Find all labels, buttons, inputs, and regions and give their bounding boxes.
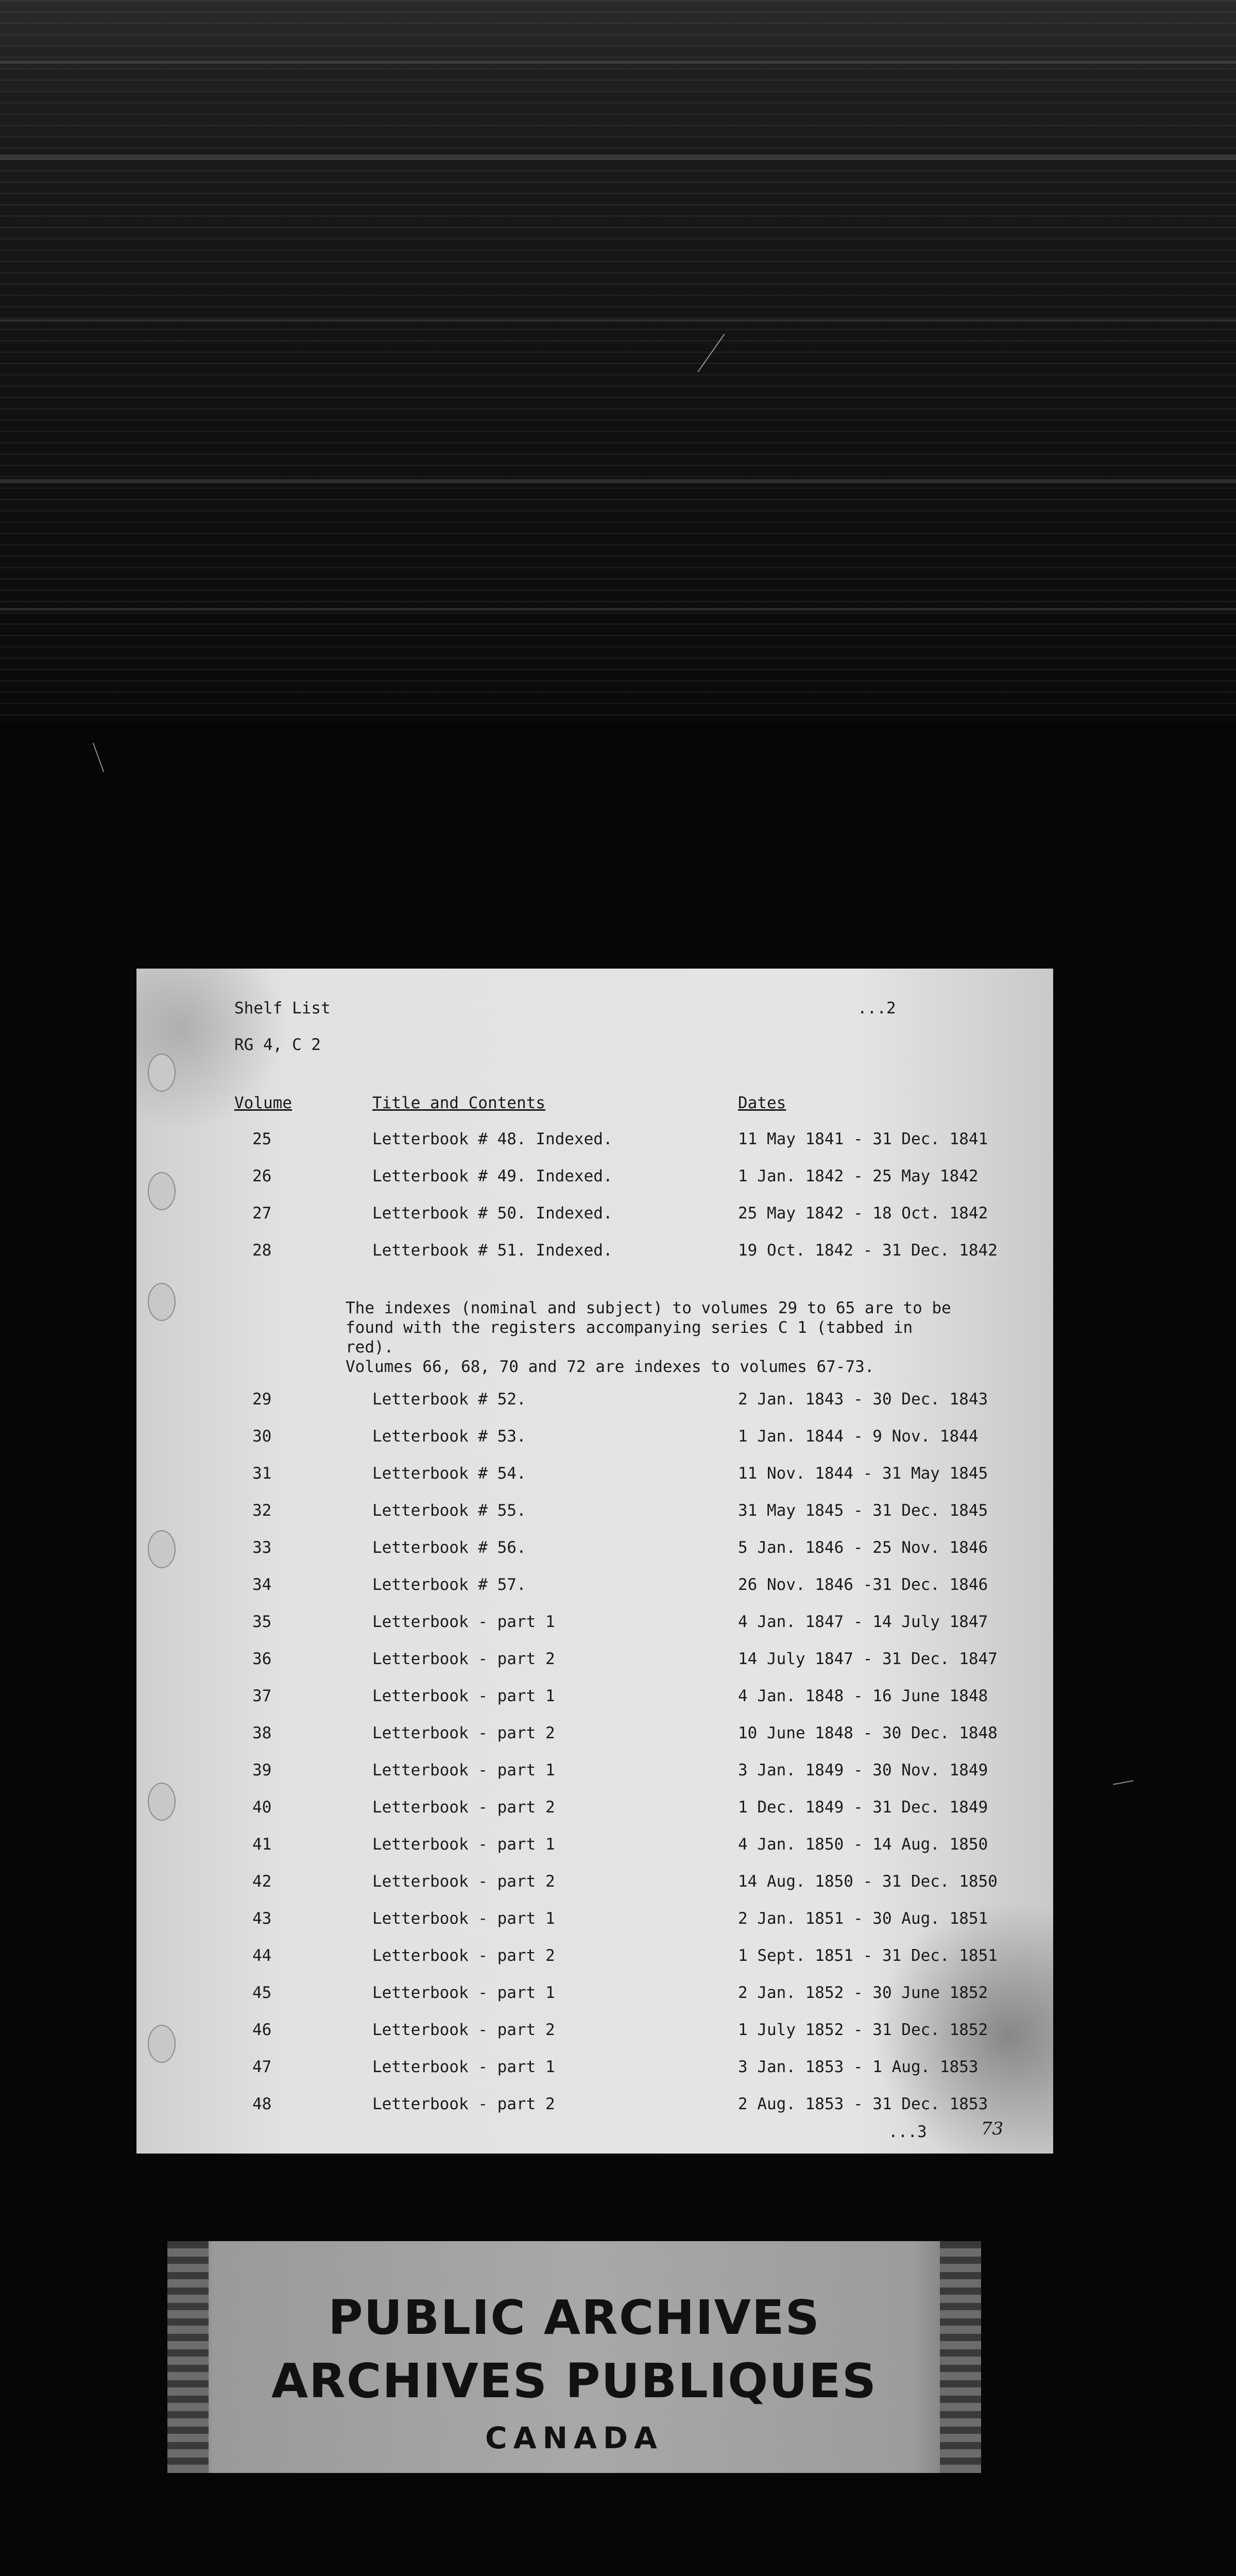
volume-dates: 4 Jan. 1848 - 16 June 1848 [738, 1687, 988, 1705]
film-streak [0, 155, 1236, 160]
volume-number: 27 [252, 1204, 272, 1223]
volume-number: 48 [252, 2095, 272, 2113]
volume-number: 39 [252, 1761, 272, 1780]
volume-number: 28 [252, 1241, 272, 1260]
volume-dates: 11 Nov. 1844 - 31 May 1845 [738, 1464, 988, 1483]
stamp-public-archives: PUBLIC ARCHIVES [328, 2290, 820, 2345]
volume-dates: 14 July 1847 - 31 Dec. 1847 [738, 1650, 998, 1668]
volume-dates: 26 Nov. 1846 -31 Dec. 1846 [738, 1575, 988, 1594]
table-row [136, 1650, 1053, 1670]
page-heading: Shelf List [234, 999, 331, 1018]
film-streak [0, 319, 1236, 321]
volume-number: 29 [252, 1390, 272, 1409]
volume-dates: 11 May 1841 - 31 Dec. 1841 [738, 1130, 988, 1148]
volume-title: Letterbook # 49. Indexed. [372, 1167, 613, 1185]
table-row [136, 1761, 1053, 1782]
volume-title: Letterbook - part 1 [372, 1687, 555, 1705]
volume-dates: 25 May 1842 - 18 Oct. 1842 [738, 1204, 988, 1223]
table-row [136, 1872, 1053, 1893]
volume-title: Letterbook # 56. [372, 1538, 526, 1557]
table-row [136, 1946, 1053, 1967]
table-row [136, 1241, 1053, 1262]
table-row [136, 1687, 1053, 1707]
table-row [136, 1538, 1053, 1559]
table-row [136, 1909, 1053, 1930]
volume-title: Letterbook # 55. [372, 1501, 526, 1520]
volume-number: 30 [252, 1427, 272, 1446]
volume-dates: 19 Oct. 1842 - 31 Dec. 1842 [738, 1241, 998, 1260]
table-row [136, 1427, 1053, 1448]
volume-number: 36 [252, 1650, 272, 1668]
volume-title: Letterbook # 52. [372, 1390, 526, 1409]
table-row [136, 1835, 1053, 1856]
volume-title: Letterbook - part 2 [372, 1798, 555, 1817]
volume-number: 47 [252, 2058, 272, 2076]
table-row [136, 2095, 1053, 2115]
volume-title: Letterbook - part 2 [372, 2095, 555, 2113]
volume-number: 37 [252, 1687, 272, 1705]
volume-dates: 3 Jan. 1853 - 1 Aug. 1853 [738, 2058, 978, 2076]
volume-dates: 2 Jan. 1843 - 30 Dec. 1843 [738, 1390, 988, 1409]
table-row [136, 1464, 1053, 1485]
volume-dates: 4 Jan. 1847 - 14 July 1847 [738, 1613, 988, 1631]
volume-title: Letterbook # 48. Indexed. [372, 1130, 613, 1148]
continuation-marker: ...3 [888, 2123, 927, 2141]
column-header-volume: Volume [234, 1094, 292, 1112]
table-row [136, 1613, 1053, 1633]
handwritten-frame-number: 73 [981, 2119, 1004, 2139]
volume-dates: 2 Jan. 1851 - 30 Aug. 1851 [738, 1909, 988, 1928]
shelf-list-page [136, 969, 1053, 2154]
volume-title: Letterbook # 51. Indexed. [372, 1241, 613, 1260]
volume-number: 45 [252, 1984, 272, 2002]
punch-hole [148, 1054, 176, 1092]
volume-number: 38 [252, 1724, 272, 1742]
volume-dates: 1 July 1852 - 31 Dec. 1852 [738, 2021, 988, 2039]
volume-dates: 10 June 1848 - 30 Dec. 1848 [738, 1724, 998, 1742]
table-row [136, 1724, 1053, 1744]
table-row [136, 1798, 1053, 1819]
volume-number: 44 [252, 1946, 272, 1965]
volume-title: Letterbook - part 2 [372, 1872, 555, 1891]
index-note: The indexes (nominal and subject) to volumes 29 to 65 are to be found with the registers accompanying series C 1 (tabbed in red). Volumes 66, 68, 70 and 72 are indexes to volumes 67-73. [346, 1299, 951, 1376]
volume-dates: 5 Jan. 1846 - 25 Nov. 1846 [738, 1538, 988, 1557]
volume-dates: 1 Dec. 1849 - 31 Dec. 1849 [738, 1798, 988, 1817]
table-row [136, 2021, 1053, 2041]
column-header-dates: Dates [738, 1094, 786, 1112]
film-streak [0, 61, 1236, 64]
table-row [136, 1204, 1053, 1225]
volume-number: 46 [252, 2021, 272, 2039]
table-row [136, 1130, 1053, 1150]
film-background [0, 0, 1236, 721]
table-row [136, 1167, 1053, 1188]
volume-title: Letterbook # 50. Indexed. [372, 1204, 613, 1223]
volume-number: 32 [252, 1501, 272, 1520]
table-row [136, 1501, 1053, 1522]
volume-number: 40 [252, 1798, 272, 1817]
volume-number: 33 [252, 1538, 272, 1557]
volume-title: Letterbook - part 1 [372, 1835, 555, 1854]
volume-title: Letterbook - part 2 [372, 1650, 555, 1668]
film-streak [0, 479, 1236, 483]
volume-title: Letterbook # 53. [372, 1427, 526, 1446]
table-row [136, 1390, 1053, 1411]
volume-dates: 2 Aug. 1853 - 31 Dec. 1853 [738, 2095, 988, 2113]
volume-dates: 4 Jan. 1850 - 14 Aug. 1850 [738, 1835, 988, 1854]
table-row [136, 1984, 1053, 2004]
volume-number: 42 [252, 1872, 272, 1891]
stamp-canada: CANADA [485, 2420, 663, 2455]
volume-title: Letterbook # 54. [372, 1464, 526, 1483]
volume-dates: 1 Jan. 1842 - 25 May 1842 [738, 1167, 978, 1185]
volume-dates: 14 Aug. 1850 - 31 Dec. 1850 [738, 1872, 998, 1891]
volume-number: 35 [252, 1613, 272, 1631]
volume-dates: 3 Jan. 1849 - 30 Nov. 1849 [738, 1761, 988, 1780]
volume-title: Letterbook - part 2 [372, 1724, 555, 1742]
record-group-reference: RG 4, C 2 [234, 1036, 321, 1054]
film-scratch [93, 742, 104, 772]
volume-dates: 31 May 1845 - 31 Dec. 1845 [738, 1501, 988, 1520]
stamp-archives-publiques: ARCHIVES PUBLIQUES [271, 2353, 878, 2409]
volume-dates: 1 Sept. 1851 - 31 Dec. 1851 [738, 1946, 998, 1965]
column-header-title: Title and Contents [372, 1094, 545, 1112]
table-row [136, 1575, 1053, 1596]
volume-number: 43 [252, 1909, 272, 1928]
volume-title: Letterbook - part 1 [372, 1909, 555, 1928]
film-scratch [1113, 1781, 1134, 1785]
volume-title: Letterbook - part 1 [372, 1761, 555, 1780]
punch-hole [148, 1283, 176, 1321]
volume-dates: 2 Jan. 1852 - 30 June 1852 [738, 1984, 988, 2002]
volume-title: Letterbook - part 2 [372, 2021, 555, 2039]
volume-title: Letterbook - part 2 [372, 1946, 555, 1965]
volume-number: 31 [252, 1464, 272, 1483]
volume-title: Letterbook - part 1 [372, 1984, 555, 2002]
table-row [136, 2058, 1053, 2078]
volume-title: Letterbook - part 1 [372, 1613, 555, 1631]
volume-number: 34 [252, 1575, 272, 1594]
volume-title: Letterbook - part 1 [372, 2058, 555, 2076]
volume-number: 26 [252, 1167, 272, 1185]
volume-title: Letterbook # 57. [372, 1575, 526, 1594]
archives-stamp [167, 2241, 981, 2473]
volume-number: 41 [252, 1835, 272, 1854]
volume-dates: 1 Jan. 1844 - 9 Nov. 1844 [738, 1427, 978, 1446]
page-marker: ...2 [857, 999, 896, 1018]
volume-number: 25 [252, 1130, 272, 1148]
film-streak [0, 608, 1236, 611]
